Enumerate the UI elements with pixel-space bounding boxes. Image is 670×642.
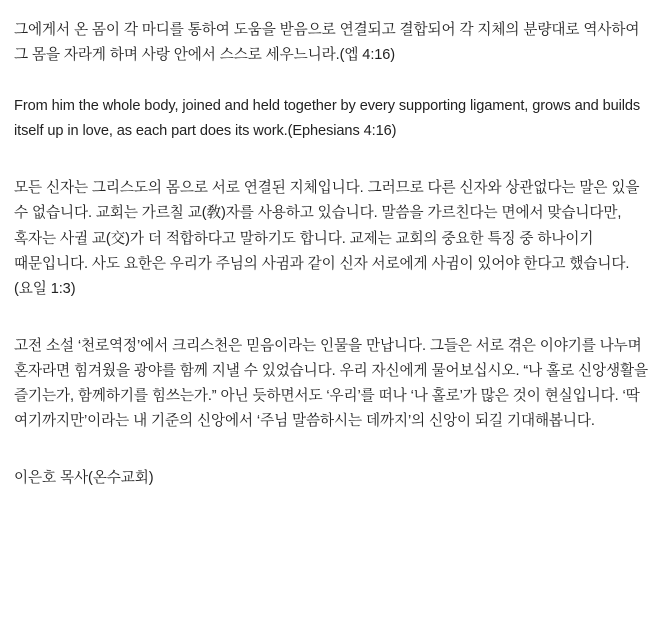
scripture-quote-english: From him the whole body, joined and held together by every supporting ligament, grows and builds itself up in love, as each part does its work.(Ephesians 4:16) — [14, 98, 641, 140]
author-signature: 이은호 목사(온수교회) — [14, 470, 154, 487]
body-paragraph-one: 모든 신자는 그리스도의 몸으로 서로 연결된 지체입니다. 그러므로 다른 신자와 상관없다는 말은 있을 수 없습니다. 교회는 가르칠 교(敎)자를 사용하고 있습니다. 말씀을 가르친다는 면에서 맞습니다만, 혹자는 사귈 교(交)가 더 적합하다고 말하기도 합니다. 교제는 교회의 중요한 특징 중 하나이기 때문입니다. 사도 요한은 우리가 주님의 사귐과 같이 신자 서로에게 사귐이 있어야 한다고 했습니다.(요일 1:3) — [14, 180, 640, 297]
body-paragraph-two: 고전 소설 ‘천로역정’에서 크리스천은 믿음이라는 인물을 만납니다. 그들은 서로 겪은 이야기를 나누며 혼자라면 힘겨웠을 광야를 함께 지낼 수 있었습니다. 우리 자신에게 물어보십시오. “나 홀로 신앙생활을 즐기는가, 함께하기를 힘쓰는가.” 아닌 듯하면서도 ‘우리’를 떠나 ‘나 홀로’가 많은 것이 현실입니다. ‘딱 여기까지만’이라는 내 기준의 신앙에서 ‘주님 말씀하시는 데까지’의 신앙이 되길 기대해봅니다. — [14, 337, 649, 430]
scripture-quote-korean: 그에게서 온 몸이 각 마디를 통하여 도움을 받음으로 연결되고 결합되어 각 지체의 분량대로 역사하여 그 몸을 자라게 하며 사랑 안에서 스스로 세우느니라.(엡 4:16) — [14, 22, 640, 64]
